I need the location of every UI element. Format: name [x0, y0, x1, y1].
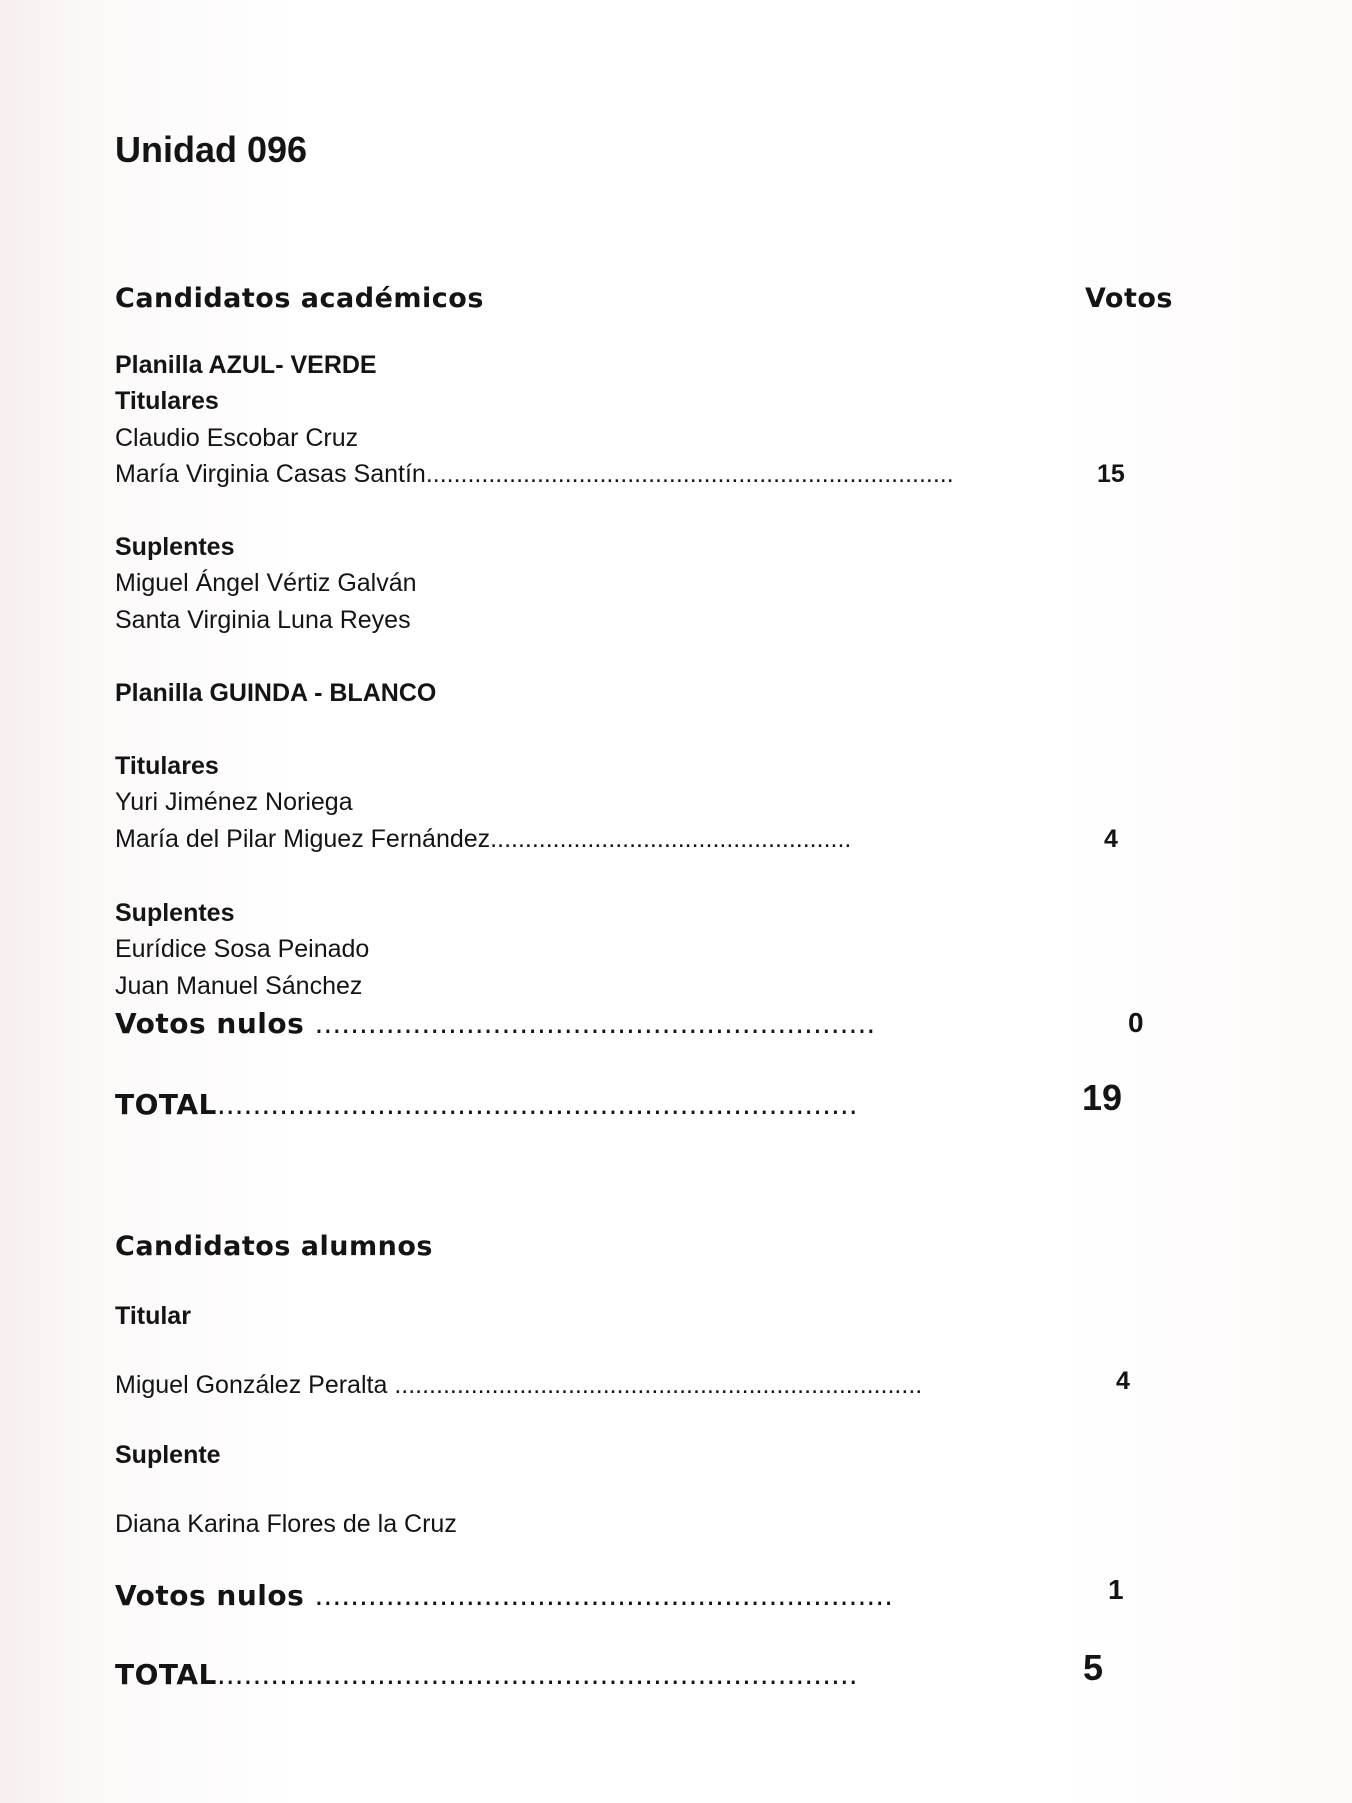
- students-total: 5: [1083, 1647, 1104, 1688]
- slate2-votes: 4: [1104, 825, 1118, 853]
- slate2-titular-1: Yuri Jiménez Noriega: [115, 788, 353, 816]
- leader-dots: ....................................................: [490, 825, 852, 853]
- slate1-suplente-1: Miguel Ángel Vértiz Galván: [115, 569, 417, 597]
- slate2-titular-2: María del Pilar Miguez Fernández: [115, 825, 491, 853]
- academic-null-votes-label: Votos nulos: [115, 1007, 305, 1040]
- students-titular: Miguel González Peralta: [115, 1371, 388, 1399]
- leader-dots: ............................................................................: [425, 460, 954, 488]
- academic-total: 19: [1082, 1077, 1123, 1118]
- academic-null-votes-line: [115, 1007, 876, 1040]
- students-total-label: TOTAL: [115, 1658, 217, 1691]
- slate2-suplente-1: Eurídice Sosa Peinado: [115, 935, 370, 963]
- slate1-name: Planilla AZUL- VERDE: [115, 351, 377, 379]
- academic-total-line: [115, 1088, 858, 1121]
- slate2-name: Planilla GUINDA - BLANCO: [115, 679, 437, 707]
- students-null-votes-label: Votos nulos: [115, 1579, 305, 1612]
- leader-dots: ............................................................................: [394, 1371, 923, 1399]
- slate1-titular-2: María Virginia Casas Santín: [115, 460, 426, 488]
- slate1-titular-2-line: [115, 462, 954, 487]
- academic-total-label: TOTAL: [115, 1088, 217, 1121]
- leader-dots: .................................................................: [314, 1579, 894, 1612]
- leader-dots: ........................................................................: [216, 1658, 858, 1691]
- students-suplente-label: Suplente: [115, 1441, 221, 1469]
- slate2-titular-2-line: [115, 827, 851, 852]
- votes-header: Votos: [1085, 283, 1173, 314]
- slate1-titulares-label: Titulares: [115, 387, 219, 415]
- students-votes: 4: [1116, 1367, 1130, 1395]
- academic-heading: Candidatos académicos: [115, 283, 484, 314]
- students-null-votes: 1: [1108, 1574, 1124, 1605]
- leader-dots: ...............................................................: [314, 1007, 876, 1040]
- students-heading: Candidatos alumnos: [115, 1231, 433, 1262]
- slate2-titulares-label: Titulares: [115, 752, 219, 780]
- page-title: Unidad 096: [115, 129, 308, 170]
- slate2-suplentes-label: Suplentes: [115, 899, 235, 927]
- students-total-line: [115, 1658, 858, 1691]
- students-suplente: Diana Karina Flores de la Cruz: [115, 1510, 457, 1538]
- academic-null-votes: 0: [1128, 1007, 1144, 1038]
- slate1-titular-1: Claudio Escobar Cruz: [115, 424, 359, 452]
- leader-dots: ........................................................................: [216, 1088, 858, 1121]
- slate1-suplentes-label: Suplentes: [115, 533, 235, 561]
- students-null-votes-line: [115, 1579, 894, 1612]
- students-titular-label: Titular: [115, 1302, 191, 1330]
- slate1-suplente-2: Santa Virginia Luna Reyes: [115, 606, 411, 634]
- students-titular-line: [115, 1373, 922, 1398]
- slate2-suplente-2: Juan Manuel Sánchez: [115, 972, 363, 1000]
- slate1-votes: 15: [1097, 460, 1125, 488]
